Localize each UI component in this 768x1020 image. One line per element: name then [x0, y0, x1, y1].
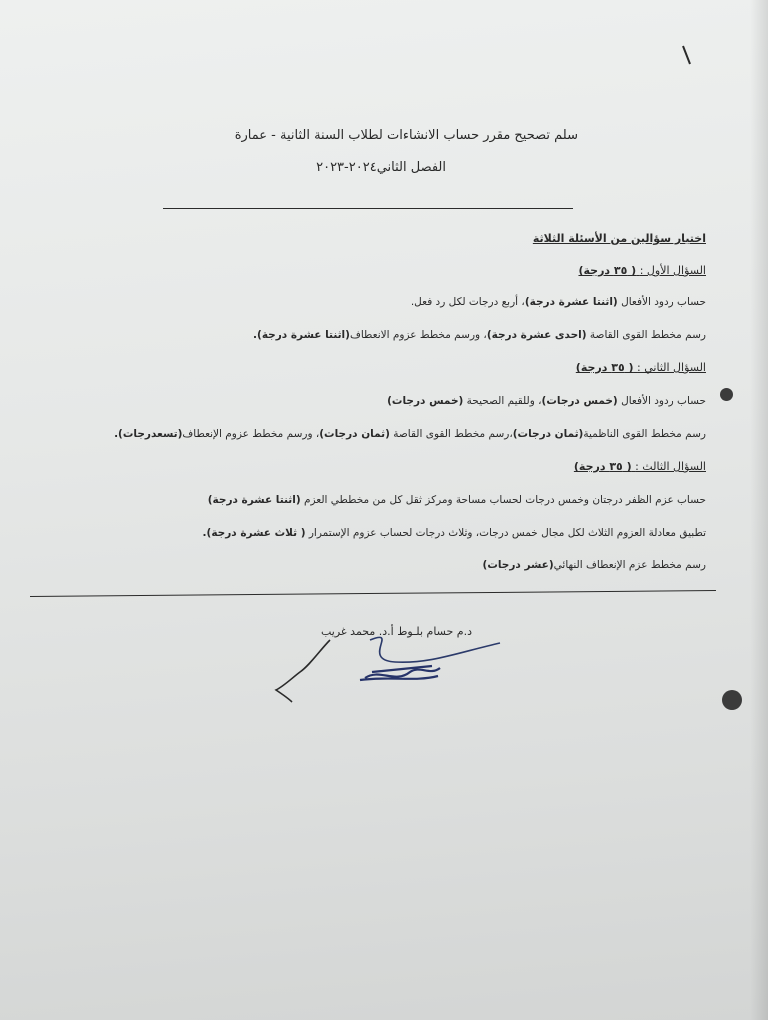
- q2-line2-text: رسم مخطط القوى الناظمية: [583, 428, 706, 440]
- signature-right-scribble: [360, 666, 440, 680]
- question-1-marks: ( ٣٥ درجة): [578, 264, 637, 277]
- q1-line1-marks: (اثنتا عشرة درجة): [524, 296, 618, 308]
- instruction-heading: اختيار سؤالين من الأسئلة الثلاثة: [532, 232, 706, 245]
- document-title: سلم تصحيح مقرر حساب الانشاءات لطلاب السنة الثانية - عمارة: [234, 128, 578, 143]
- q1-line2-marks-b: (اثنتا عشرة درجة).: [253, 329, 350, 341]
- question-3-marks: ( ٣٥ درجة): [573, 460, 632, 473]
- q2-line2-text-b: ،رسم مخطط القوى القاصة: [389, 428, 513, 440]
- q1-line1-text: حساب ردود الأفعال: [617, 296, 706, 308]
- q2-line1-text-b: ، وللقيم الصحيحة: [463, 395, 542, 407]
- q3-line1-marks: (اثنتا عشرة درجة): [207, 494, 301, 506]
- q2-line2-marks-b: (ثمان درجات): [319, 428, 390, 440]
- hole-punch-mark-top: [720, 388, 733, 401]
- hole-punch-mark-bottom: [722, 690, 742, 710]
- q3-line2-text: تطبيق معادلة العزوم الثلاث لكل مجال خمس درجات، وثلاث درجات لحساب عزوم الإستمرار: [305, 527, 706, 539]
- pen-mark-top: [683, 46, 690, 64]
- q2-line1-text: حساب ردود الأفعال: [617, 395, 706, 407]
- question-1-label: السؤال الأول :: [639, 264, 706, 277]
- signature-left-stroke: [276, 640, 330, 702]
- document-semester: الفصل الثاني٢٠٢٤-٢٠٢٣: [316, 160, 446, 175]
- q2-line1-marks-b: (خمس درجات): [387, 395, 464, 407]
- q2-line2-text-c: ، ورسم مخطط عزوم الإنعطاف: [182, 428, 320, 440]
- q3-line3-text: رسم مخطط عزم الإنعطاف النهائي: [553, 559, 706, 571]
- q1-line2-text-b: ، ورسم مخطط عزوم الانعطاف: [349, 329, 487, 341]
- q3-line1-text: حساب عزم الظفر درجتان وخمس درجات لحساب مساحة ومركز ثقل كل من مخططي العزم: [300, 494, 706, 506]
- question-3-label: السؤال الثالث :: [635, 460, 706, 473]
- signature-right-stroke: [370, 637, 500, 662]
- q2-line1-marks-a: (خمس درجات): [541, 395, 618, 407]
- question-2-label: السؤال الثاني :: [637, 361, 706, 374]
- q2-line2-marks-a: (ثمان درجات): [512, 428, 584, 440]
- q3-line2-marks: ( ثلاث عشرة درجة).: [202, 527, 306, 539]
- q1-line2-text: رسم مخطط القوى القاصة: [586, 329, 706, 341]
- signatures-line: د.م حسام بلـوط أ.د. محمد غريب: [320, 625, 472, 638]
- q3-line3-marks: (عشر درجات): [482, 559, 554, 571]
- q1-line1-tail: ، أربع درجات لكل رد فعل.: [410, 296, 525, 308]
- q2-line2-marks-c: (تسعدرجات).: [114, 428, 183, 440]
- question-2-marks: ( ٣٥ درجة): [575, 361, 634, 374]
- q1-line2-marks-a: (احدى عشرة درجة): [486, 329, 587, 341]
